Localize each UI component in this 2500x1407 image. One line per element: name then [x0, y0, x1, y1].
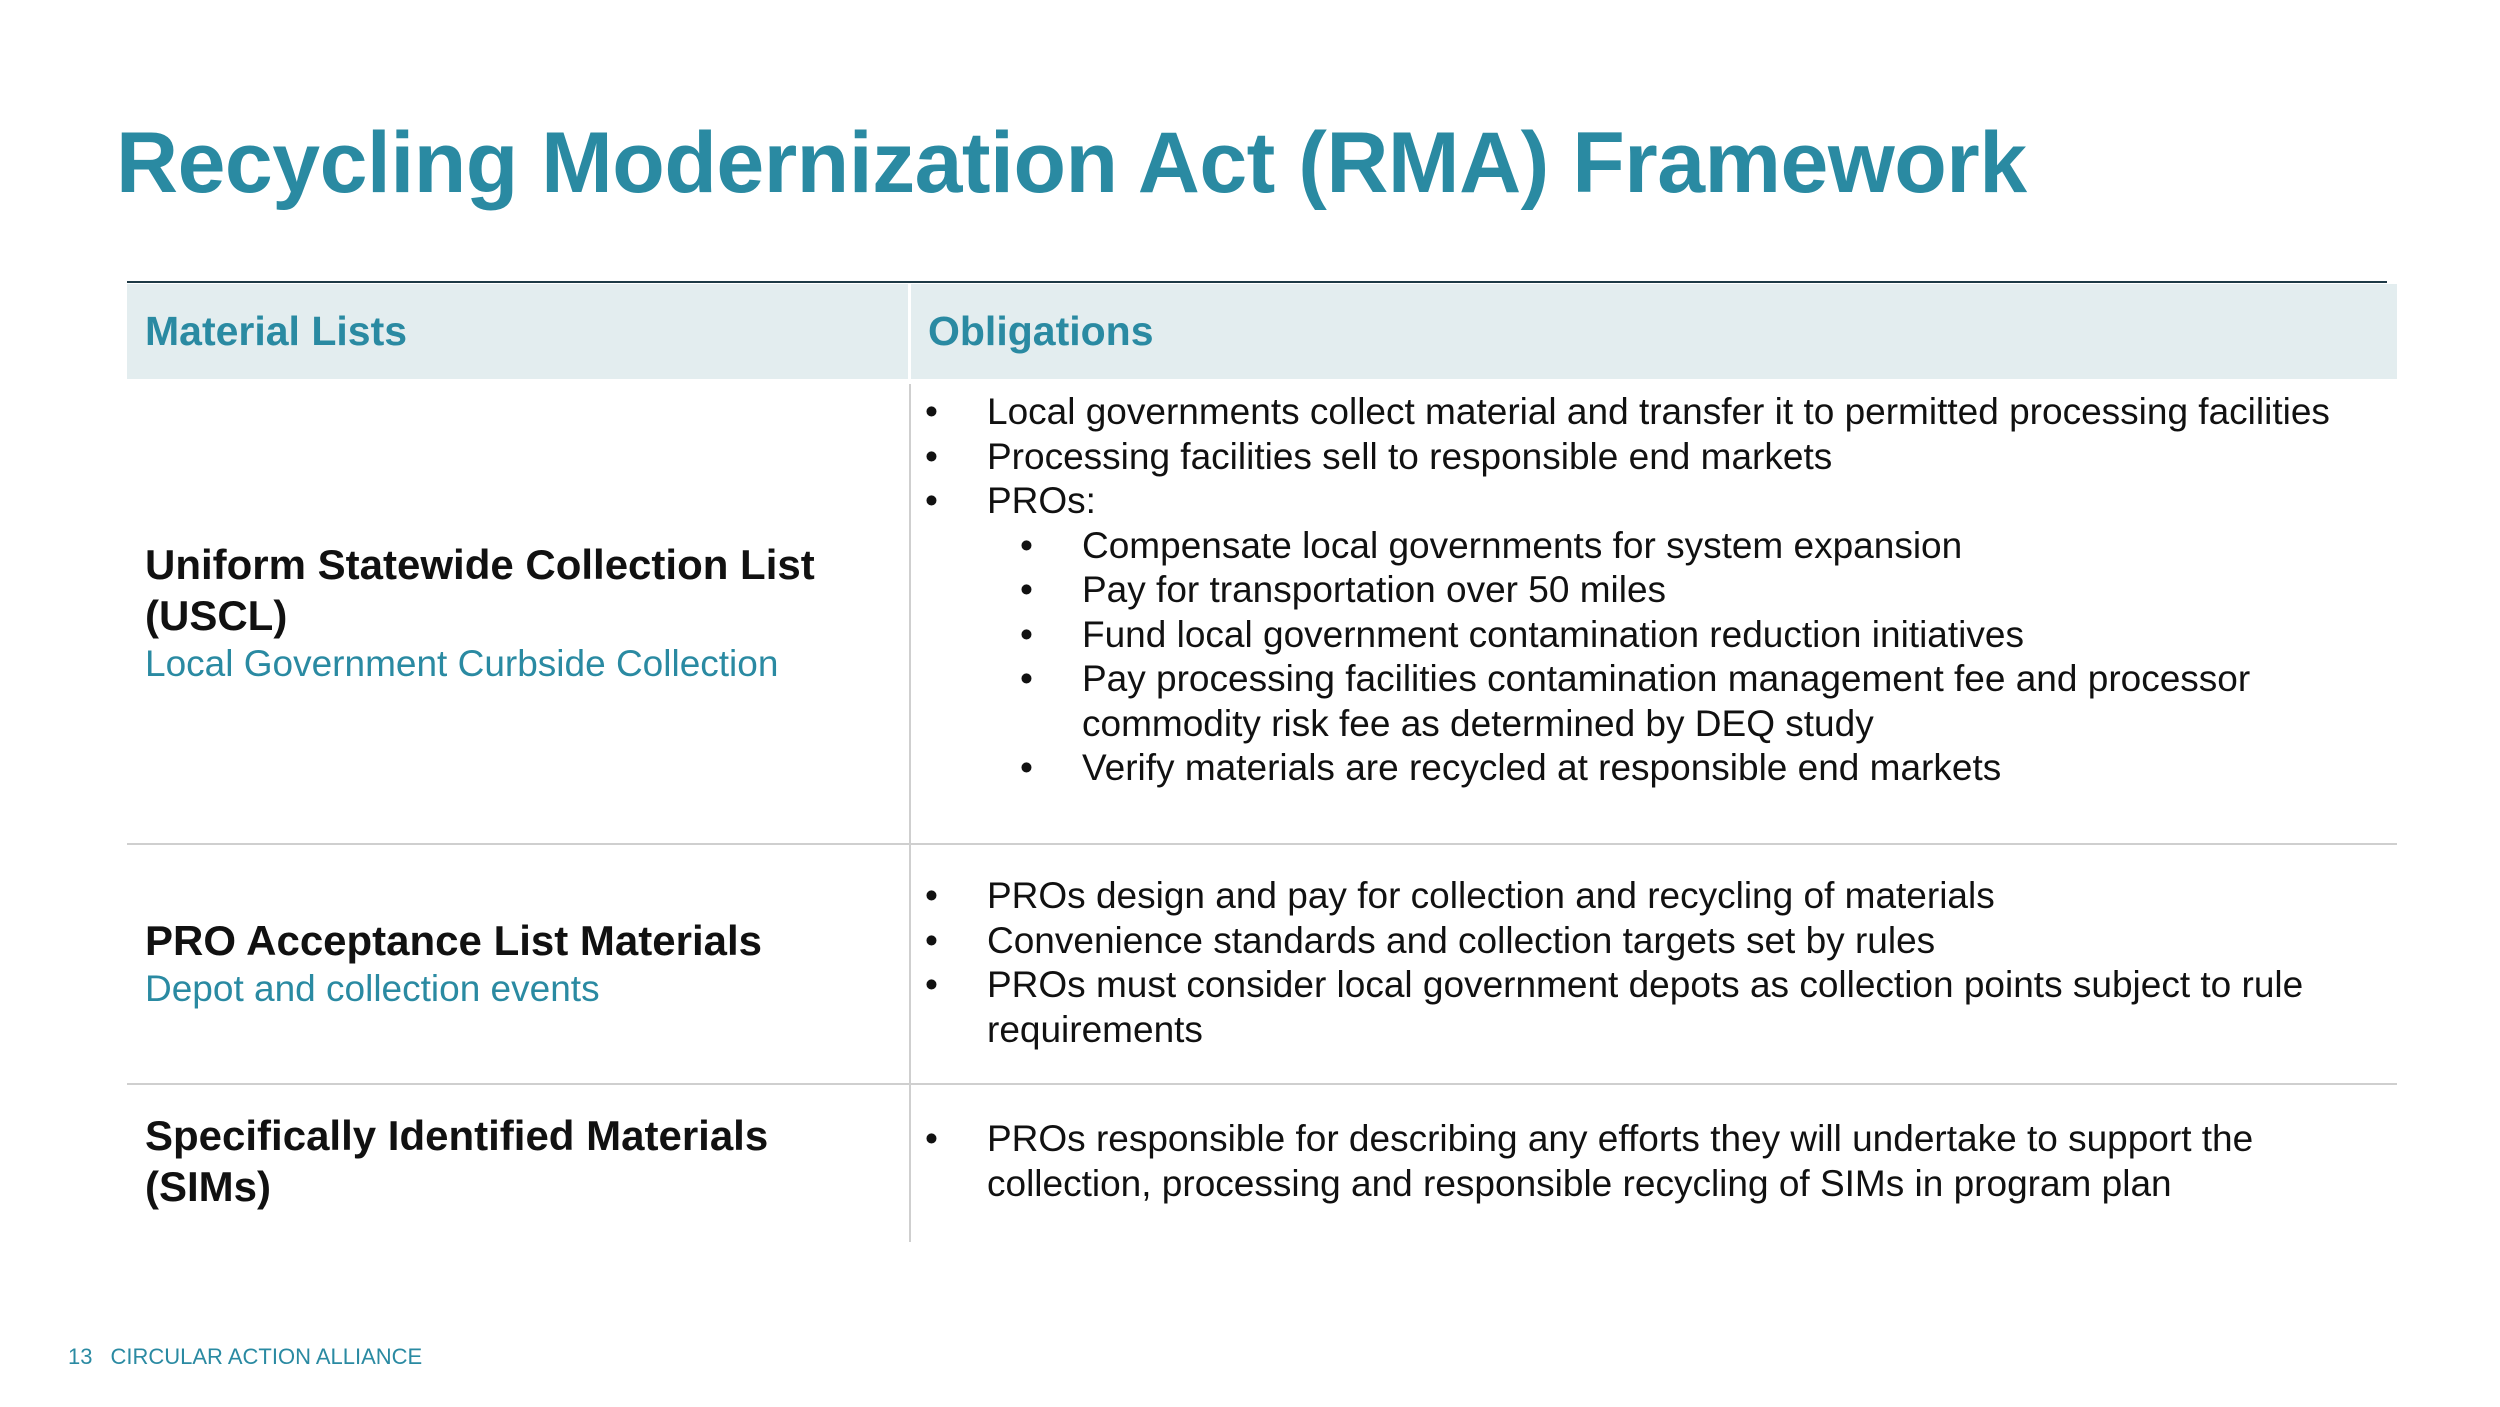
- obligation-item: • PROs:: [925, 479, 2385, 524]
- obligation-item: • PROs design and pay for collection and recycling of materials: [925, 874, 2385, 919]
- pro-obligation-item: • Compensate local governments for system expansion: [1020, 524, 2385, 569]
- obligation-item: • Local governments collect material and transfer it to permitted processing facilities: [925, 390, 2385, 435]
- slide-title: Recycling Modernization Act (RMA) Framework: [116, 115, 2027, 211]
- row-pro-acceptance-obligations: [925, 874, 2385, 1052]
- row-subtitle: Local Government Curbside Collection: [145, 643, 779, 684]
- header-divider: [908, 284, 911, 379]
- row-divider: [127, 843, 2397, 845]
- pro-obligation-item: • Fund local government contamination reduction initiatives: [1020, 613, 2385, 658]
- obligation-item: • PROs must consider local government depots as collection points subject to rule requirements: [925, 963, 2385, 1052]
- row-divider: [127, 1083, 2397, 1085]
- page-number: 13: [68, 1344, 93, 1369]
- header-material-lists: Material Lists: [145, 308, 408, 354]
- row-subtitle: Depot and collection events: [145, 968, 600, 1009]
- slide-footer: [68, 1344, 422, 1370]
- obligation-list: [925, 874, 2385, 1052]
- obligation-item: • Processing facilities sell to responsible end markets: [925, 435, 2385, 480]
- row-uscl-obligations: [925, 390, 2385, 791]
- obligation-item: • Convenience standards and collection targets set by rules: [925, 919, 2385, 964]
- row-title: Specifically Identified Materials (SIMs): [145, 1112, 769, 1210]
- column-divider: [909, 384, 911, 1242]
- pro-obligation-item: • Pay processing facilities contamination management fee and processor commodity risk fee as determined by DEQ study: [1020, 657, 2385, 746]
- row-sims-label: [145, 1110, 885, 1212]
- row-pro-acceptance-label: [145, 915, 885, 1012]
- obligation-list: [925, 390, 2385, 524]
- pro-obligation-item: • Pay for transportation over 50 miles: [1020, 568, 2385, 613]
- table-header-row: [127, 284, 2397, 379]
- obligation-item: • PROs responsible for describing any efforts they will undertake to support the collection, processing and responsible recycling of SIMs in program plan: [925, 1117, 2385, 1206]
- row-title: Uniform Statewide Collection List (USCL): [145, 541, 815, 639]
- table-top-rule: [127, 281, 2387, 283]
- pro-obligation-list: [925, 524, 2385, 791]
- row-title: PRO Acceptance List Materials: [145, 917, 762, 964]
- obligation-list: [925, 1117, 2385, 1206]
- pro-obligation-item: • Verify materials are recycled at responsible end markets: [1020, 746, 2385, 791]
- header-obligations: Obligations: [928, 308, 1154, 354]
- row-uscl-label: [145, 539, 885, 687]
- footer-brand: CIRCULAR ACTION ALLIANCE: [110, 1344, 423, 1369]
- row-sims-obligations: [925, 1117, 2385, 1206]
